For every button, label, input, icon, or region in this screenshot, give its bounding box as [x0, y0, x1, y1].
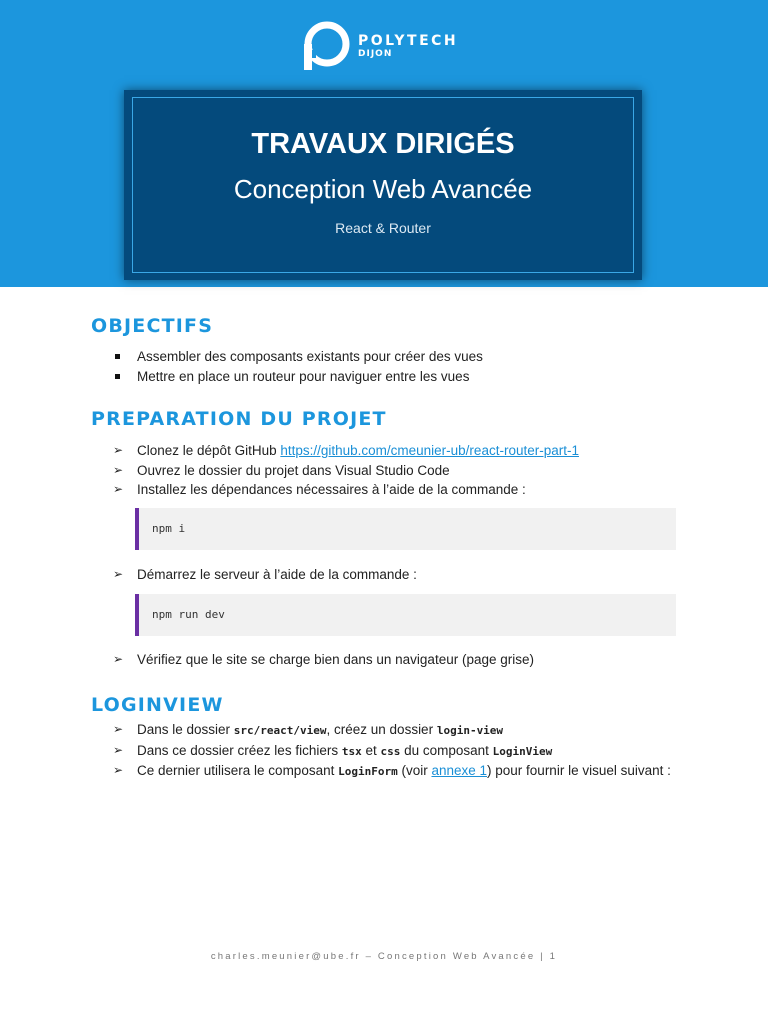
list-item: [112, 761, 676, 782]
arrow-bullet-icon: ➢: [113, 742, 124, 757]
annexe-link[interactable]: annexe 1: [431, 763, 488, 778]
inline-code: login-view: [436, 724, 504, 737]
polytech-logo-icon: [300, 20, 352, 72]
arrow-bullet-icon: ➢: [113, 482, 124, 496]
list-item: [112, 650, 676, 670]
document-topic: React & Router: [335, 220, 431, 236]
item-text: Démarrez le serveur à l’aide de la commande :: [137, 567, 417, 582]
item-text: Ouvrez le dossier du projet dans Visual Studio Code: [137, 462, 450, 478]
logo-name: POLYTECH: [358, 33, 459, 49]
list-item: [112, 720, 676, 741]
document-title: TRAVAUX DIRIGÉS: [251, 128, 515, 160]
heading-loginview: LOGINVIEW: [91, 694, 224, 716]
item-text: du composant: [400, 742, 493, 758]
heading-preparation: PREPARATION DU PROJET: [91, 408, 387, 430]
item-text: ) pour fournir le visuel suivant :: [487, 763, 671, 778]
inline-code: src/react/view: [233, 724, 327, 737]
item-text: (voir: [397, 763, 432, 778]
inline-code: LoginForm: [338, 765, 398, 778]
page-footer: charles.meunier@ube.fr – Conception Web Avancée | 1: [210, 951, 558, 962]
item-text: Clonez le dépôt GitHub: [137, 443, 281, 458]
preparation-list-2: [112, 565, 676, 585]
objectifs-list: [112, 347, 676, 386]
header-banner: [0, 0, 768, 287]
square-bullet-icon: [115, 354, 120, 359]
item-text: Installez les dépendances nécessaires à l’aide de la commande :: [137, 482, 526, 497]
item-text: Vérifiez que le site se charge bien dans un navigateur (page grise): [137, 652, 534, 667]
objectif-text: Mettre en place un routeur pour naviguer entre les vues: [137, 368, 470, 384]
list-item: [112, 741, 676, 762]
arrow-bullet-icon: ➢: [113, 763, 124, 777]
item-text: Dans ce dossier créez les fichiers: [137, 742, 342, 758]
list-item: [112, 461, 676, 481]
item-text: et: [361, 742, 381, 758]
item-text: Ce dernier utilisera le composant: [137, 763, 339, 778]
list-item: [112, 347, 676, 367]
code-text: npm run dev: [152, 608, 225, 621]
logo-city: DIJON: [358, 49, 393, 59]
arrow-bullet-icon: ➢: [113, 722, 124, 736]
item-text: Dans le dossier: [137, 722, 234, 737]
list-item: [112, 367, 676, 387]
objectif-text: Assembler des composants existants pour créer des vues: [137, 349, 483, 364]
polytech-logo: [300, 20, 458, 72]
title-box: [124, 90, 642, 280]
square-bullet-icon: [115, 374, 120, 379]
item-text: , créez un dossier: [326, 722, 437, 737]
inline-code: css: [380, 744, 401, 758]
list-item: [112, 480, 676, 500]
preparation-list-3: [112, 650, 676, 670]
preparation-list: [112, 441, 676, 500]
inline-code: LoginView: [492, 744, 553, 758]
github-link[interactable]: https://github.com/cmeunier-ub/react-router-part-1: [280, 443, 579, 458]
code-block: [135, 594, 676, 636]
loginview-list: [112, 720, 676, 782]
arrow-bullet-icon: ➢: [113, 462, 124, 477]
code-text: npm i: [152, 522, 186, 535]
code-block: [135, 508, 676, 550]
arrow-bullet-icon: ➢: [113, 567, 124, 581]
list-item: [112, 441, 676, 461]
heading-objectifs: OBJECTIFS: [91, 315, 214, 337]
inline-code: tsx: [341, 744, 362, 758]
arrow-bullet-icon: ➢: [113, 652, 124, 666]
arrow-bullet-icon: ➢: [113, 443, 124, 457]
list-item: [112, 565, 676, 585]
document-subtitle: Conception Web Avancée: [233, 174, 533, 204]
